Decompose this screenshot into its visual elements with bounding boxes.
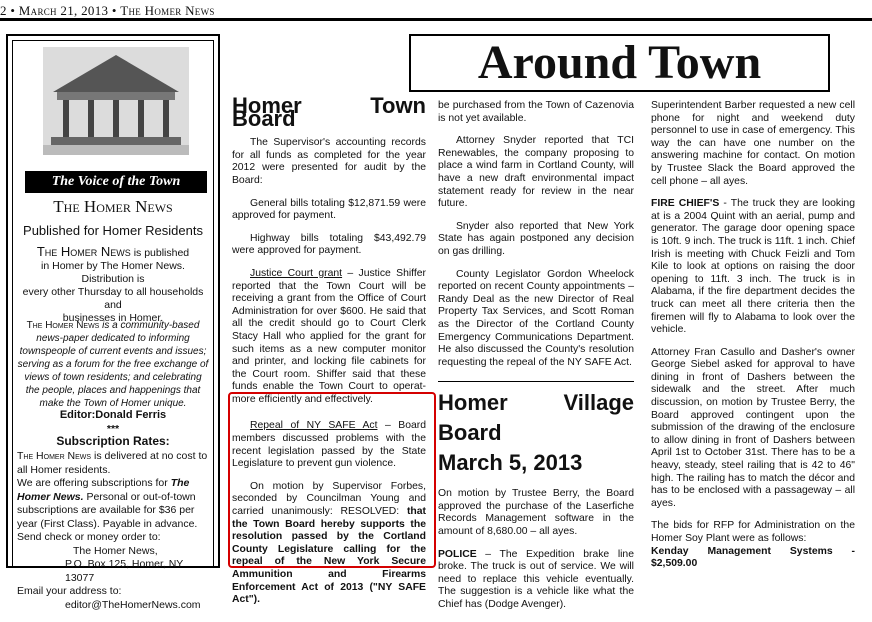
desc-text: is a community-based news-paper dedicated to informing townspeople of current events and issues; serving as a forum for the free exchange of views of town residents; and celebrating the people, places and happenings that make the Town of Homer unique. [17,320,209,409]
paragraph-body: - The truck they are looking at is a 2004 Quint with an aerial, pump and generator. The garage door opening space is 10ft. 9 inch. The truck is 11ft. 1 inch. Chief Irish is meeting with Chuck Feizli and Tom Kile to look at options on raising the door opening to 11ft. 3 inch. The truck is in Alabama, if the fire department decides the truck can meet all there criteria then the firemen will fly to Alabama to look over the vehicle. [651,198,855,336]
paragraph: The bids for RFP for Administration on the Homer Soy Plant were as follows: [651,520,855,544]
separator-stars: *** [106,423,120,435]
pub-name: The Homer News [36,244,131,259]
paragraph: County Legislator Gordon Wheelock reported on recent County appointments – Randy Deal as the new Director of Real Property Tax Services, and Scott Roman as the Director of the Cortland County Emergency Communications Department. He also discussed the County's resolution requesting the repeal of the NY SAFE Act. [438,268,634,368]
mission-statement [17,319,209,410]
paragraph-body: – Board members discussed problems with the recent legislation passed by the State Legislature to prevent gun violence. [232,420,426,470]
subscription-info [17,450,209,612]
published-for: Published for Homer Residents [23,223,203,238]
town-board-heading: Homer Town Board [232,93,426,131]
sub-text1: is delivered at no cost to all Homer residents. [17,450,208,476]
paragraph: On motion by Trustee Berry, the Board approved the purchase of the Laserfiche Records Management software in the amount of 8,680.00 – all ayes. [438,488,634,538]
paragraph: General bills totaling $12,871.59 were approved for payment. [232,197,426,222]
tagline: The Voice of the Town [25,171,207,193]
paragraph: Highway bills totaling $43,492.79 were approved for payment. [232,232,426,257]
publication-name: The Homer News [120,3,215,18]
paragraph-body: – The Expedition brake line broke. The truck is out of service. We will need to replace this vehicle eventually. The suggestion is a vehicle like what the Chief has (Dodge Avenger). [438,548,634,611]
paragraph [651,198,855,337]
pub-suffix: is published [130,247,190,259]
subhead: FIRE CHIEF'S [651,198,720,210]
bullet: • [111,3,121,18]
paragraph: Snyder also reported that New York State has again postponed any decision on gas drilling. [438,220,634,257]
sidebar-frame [12,40,214,611]
pub-line: in Homer by The Homer News. [41,260,185,272]
subscription-heading: Subscription Rates: [56,434,170,448]
address-line: P.O. Box 125, Homer, NY 13077 [65,558,184,584]
bullet: • [10,3,19,18]
sub-text2a: We are offering subscriptions for [17,477,171,489]
paragraph: Superintendent Barber requested a new cell phone for night and weekend duty personnel to use in case of emergency. This way the can have one number on the answering machine for contact. On motion by Trustee Slack the Board approved the cell phone – all ayes. [651,100,855,187]
column-3 [651,100,855,581]
page-number: 2 [0,3,7,18]
desc-name: The Homer News [26,320,100,331]
section-title: Around Town [409,34,830,92]
paragraph: The Supervisor's accounting records for all funds as completed for the year 2012 were presented for audit by the Board: [232,137,426,186]
email-label: Email your address to: [17,585,122,597]
sidebar-title: The Homer News [53,197,173,216]
pub-line: every other Thursday to all households and [22,286,204,311]
paragraph: Kenday Management Systems - $2,509.00 [651,545,855,570]
issue-date: March 21, 2013 [18,3,109,18]
gazebo-image [43,47,189,155]
subhead: Justice Court grant [250,267,343,279]
subhead: POLICE [438,548,477,560]
email-address[interactable]: editor@TheHomerNews.com [65,598,201,611]
pub-line: businesses in Homer. [62,312,164,324]
paragraph [438,549,634,612]
paragraph-body: – Justice Shiffer reported that the Town Court will be receiving a grant from the Office of Court Administration for over $600. He said that all the credit should go to Court Clerk Stacy Hall who applied for the grant for such items as a new computer monitor and printer, and locking file cabinets for the Court room. Shiffer said that these funds enable the Town Court to operat-more efficiently and effectively. [232,267,426,405]
address-line: The Homer News, [73,544,158,557]
page-header [0,3,215,19]
paragraph: Attorney Snyder reported that TCI Renewables, the company proposing to place a wind farm in Cortland County, will have a new draft environmental impact statement ready for review in the near future. [438,135,634,210]
paragraph-body: On motion by Supervisor Forbes, seconded by Councilman Young and carried unanimously: RESOLVED: [232,480,426,518]
subhead: Repeal of NY SAFE Act [250,420,378,432]
paragraph [232,268,426,407]
pub-line: Distribution is [81,273,145,285]
village-board-date: March 5, 2013 [438,450,583,476]
sub-text2b: The Homer News. [17,477,190,503]
divider [438,381,634,382]
editor-credit: Editor:Donald Ferris [59,409,167,421]
masthead-sidebar [6,34,220,611]
sub-name: The Homer News [17,450,92,462]
publication-info [17,245,209,325]
resolution-text: that the Town Board hereby supports the resolution passed by the Cortland County Legislature calling for the repeal of the New York Secure Ammunition and Firearms Enforcement Act of 2013 ("NY SAFE Act"). [232,506,426,606]
column-2 [438,100,634,622]
highlight-box [228,392,436,568]
village-board-heading: Homer Village Board [438,390,634,446]
paragraph: Attorney Fran Casullo and Dasher's owner George Siebel asked for approval to have dining in front of Dashers between the sidewalk and the street. After much discussion, on motion by Trustee Berry, the Board approved contingent upon the submission of the drawing of the enclosure to allow dining in front of Dashers between April 1st to October 31st. There has to be a heavy, steady, steel railing that is 42 to 46" high. The railing has to match the décor and has to be enclosed with a passageway – all ayes. [651,346,855,509]
paragraph: be purchased from the Town of Cazenovia is not yet available. [438,100,634,124]
sub-text2c: Personal or out-of-town subscriptions are available for $36 per year (First Class). Payable in advance. Send check or money order to: [17,490,198,543]
header-rule [0,18,872,21]
